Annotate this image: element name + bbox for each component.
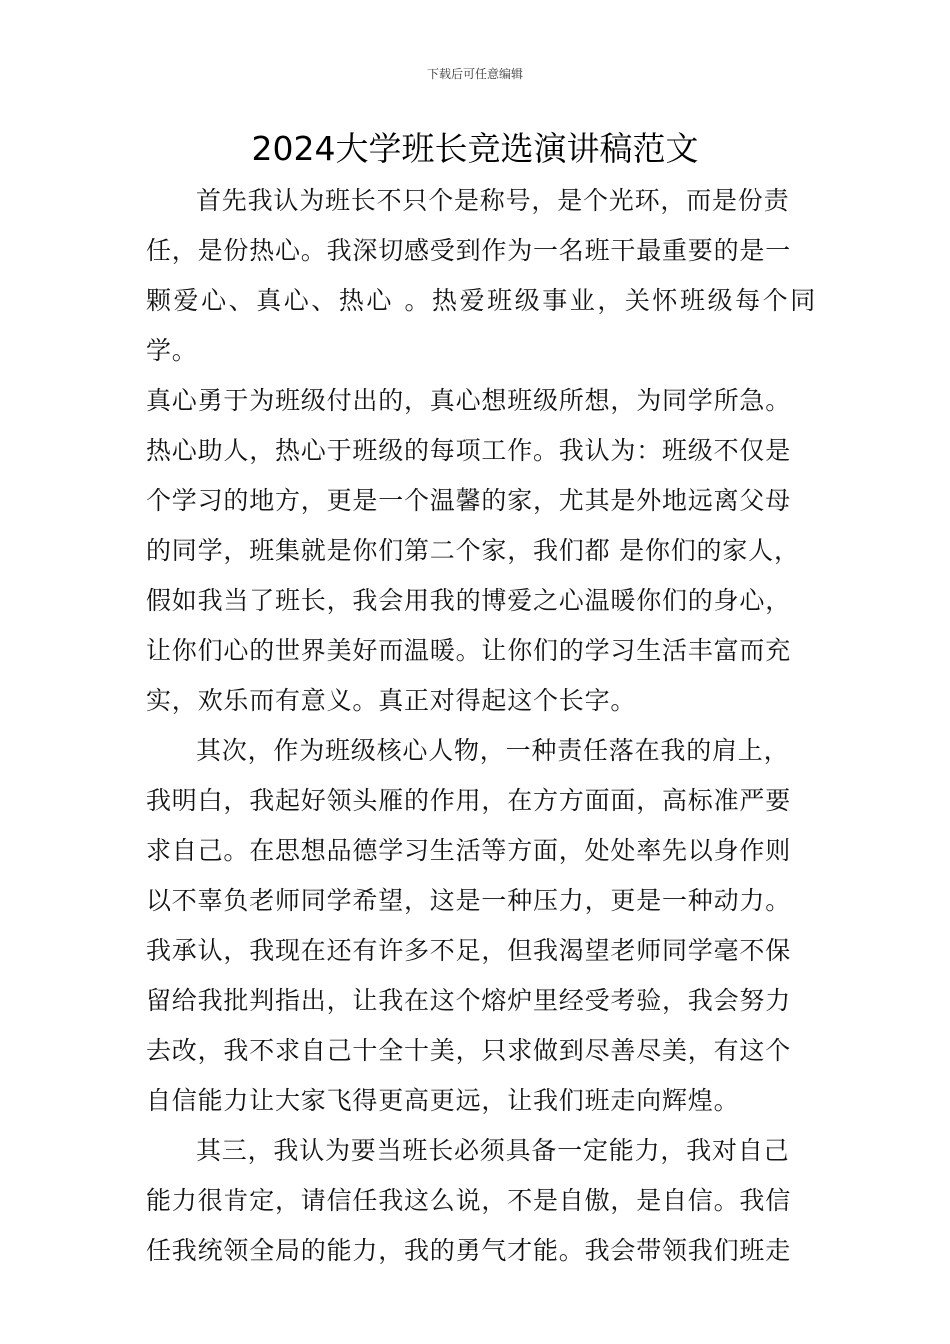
paragraph-3: 其三，我认为要当班长必须具备一定能力，我对自己 能力很肯定，请信任我这么说，不是自傲，是自信。我信 任我统领全局的能力，我的勇气才能。我会带领我们班走 <box>146 1136 792 1265</box>
paragraph-2: 其次，作为班级核心人物，一种责任落在我的肩上， 我明白，我起好领头雁的作用，在方方面面，高标准严要 求自己。在思想品德学习生活等方面，处处率先以身作则 以不辜负老师同学希望，这是一种压力，更是一种动力。 我承认，我现在还有许多不足，但我渴望老师同学毫不保 留给我批判指出，让我在这个熔炉里经受考验，我会努力 去改，我不求自己十全十美，只求做到尽善尽美，有这个 自信能力让大家飞得更高更远，让我们班走向辉煌。 <box>146 736 792 1115</box>
header-note: 下载后可任意编辑 <box>426 67 523 81</box>
document-body <box>146 176 816 1276</box>
document-title: 2024大学班长竞选演讲稿范文 <box>251 129 699 168</box>
paragraph-1: 首先我认为班长不只个是称号，是个光环，而是份责 任，是份热心。我深切感受到作为一名班干最重要的是一 颗爱心、真心、热心 。热爱班级事业，关怀班级每个同学。 真心勇于为班级付出的，真心想班级所想，为同学所急。 热心助人，热心于班级的每项工作。我认为：班级不仅是 个学习的地方，更是一个温馨的家，尤其是外地远离父母 的同学，班集就是你们第二个家，我们都 是你们的家人， 假如我当了班长，我会用我的博爱之心温暖你们的身心， 让你们心的世界美好而温暖。让你们的学习生活丰富而充 实，欢乐而有意义。真正对得起这个长字。 <box>146 186 816 715</box>
